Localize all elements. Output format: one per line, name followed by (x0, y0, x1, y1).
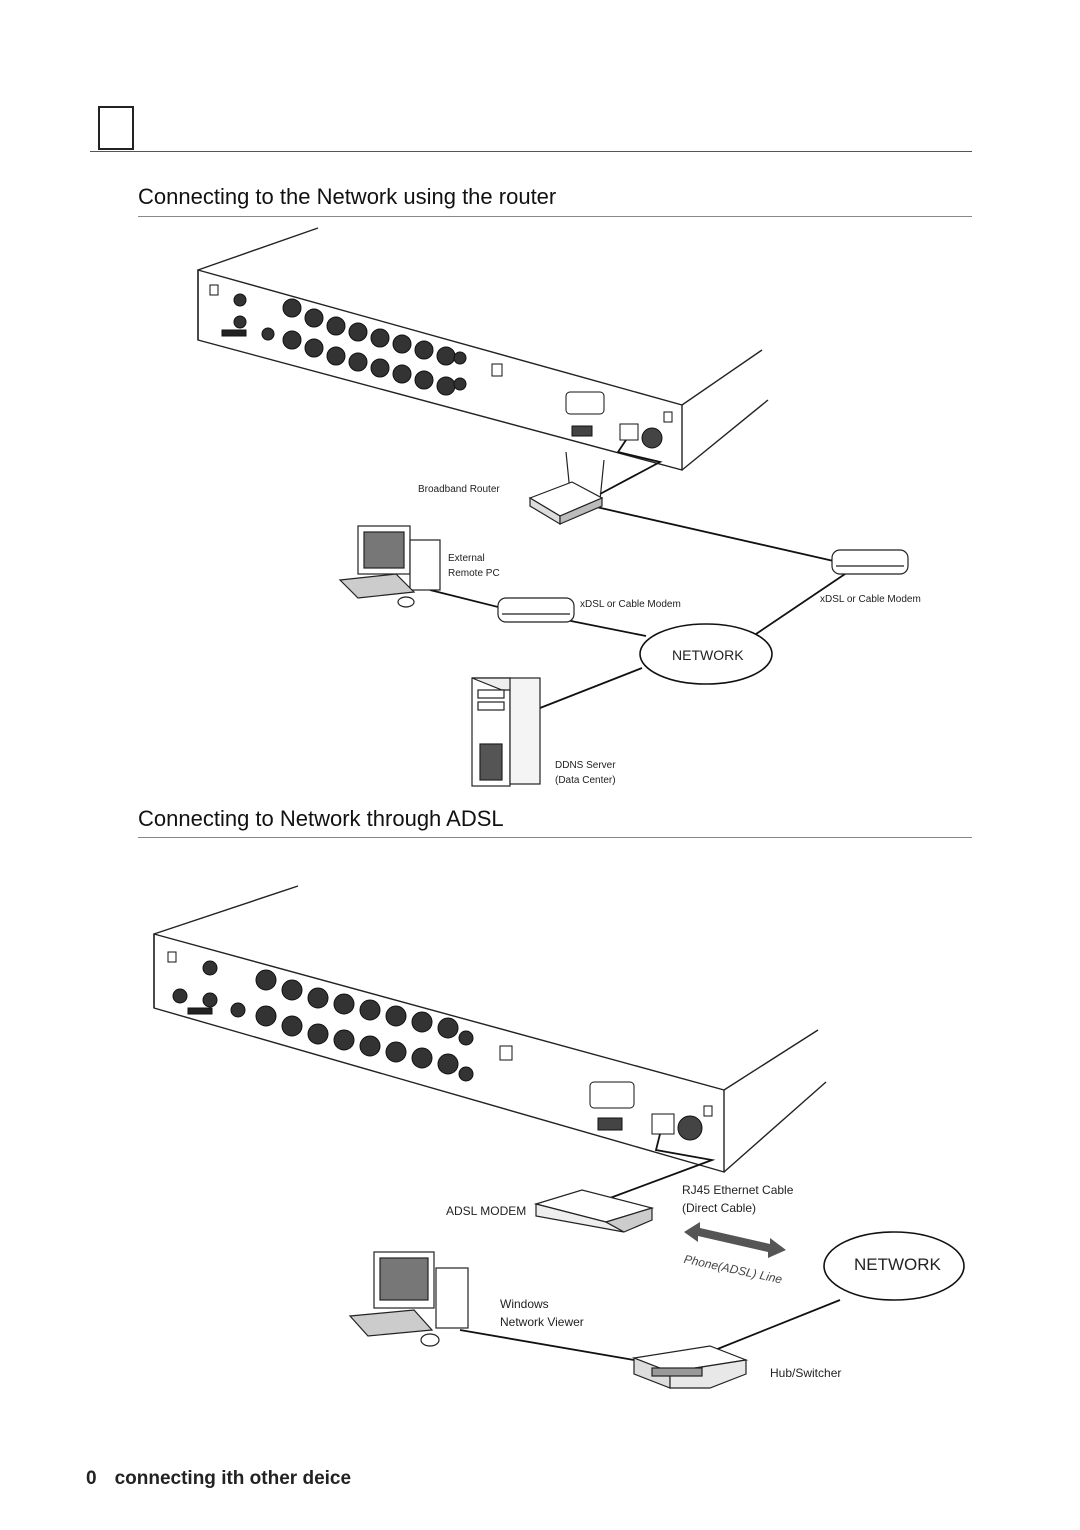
label-rj45-cable: RJ45 Ethernet Cable (682, 1183, 794, 1197)
broadband-router-icon (530, 452, 604, 524)
label-modem-left: xDSL or Cable Modem (580, 599, 681, 610)
page-number: 0 (86, 1468, 97, 1489)
dvr-unit (198, 228, 768, 470)
modem-right-icon (832, 550, 908, 574)
windows-pc-icon (350, 1252, 468, 1346)
hub-switcher-icon (634, 1346, 746, 1388)
section-rule-adsl (138, 837, 972, 838)
section-title-adsl: Connecting to Network through ADSL (138, 806, 504, 831)
footer-chapter-text: connecting ith other deice (114, 1468, 352, 1489)
section-title-router: Connecting to the Network using the router (138, 184, 557, 209)
label-network-viewer: Network Viewer (500, 1315, 584, 1329)
remote-pc-icon (340, 526, 440, 607)
label-network-router: NETWORK (672, 647, 744, 663)
label-phone-line: Phone(ADSL) Line (682, 1251, 784, 1287)
label-broadband-router: Broadband Router (418, 484, 500, 495)
label-remote-pc: Remote PC (448, 568, 500, 579)
label-direct-cable: (Direct Cable) (682, 1201, 757, 1215)
label-network-adsl: NETWORK (854, 1255, 941, 1274)
label-adsl-modem: ADSL MODEM (446, 1204, 527, 1218)
label-windows: Windows (500, 1297, 549, 1311)
modem-left-icon (498, 598, 574, 622)
adsl-modem-icon (536, 1190, 652, 1232)
label-modem-right: xDSL or Cable Modem (820, 594, 921, 605)
label-external: External (448, 553, 485, 564)
label-ddns-server: DDNS Server (555, 760, 616, 771)
label-hub-switcher: Hub/Switcher (770, 1366, 842, 1380)
dvr-unit-adsl (154, 886, 826, 1172)
label-data-center: (Data Center) (555, 775, 616, 786)
page-footer (86, 1468, 351, 1490)
ddns-server-icon (472, 678, 540, 786)
